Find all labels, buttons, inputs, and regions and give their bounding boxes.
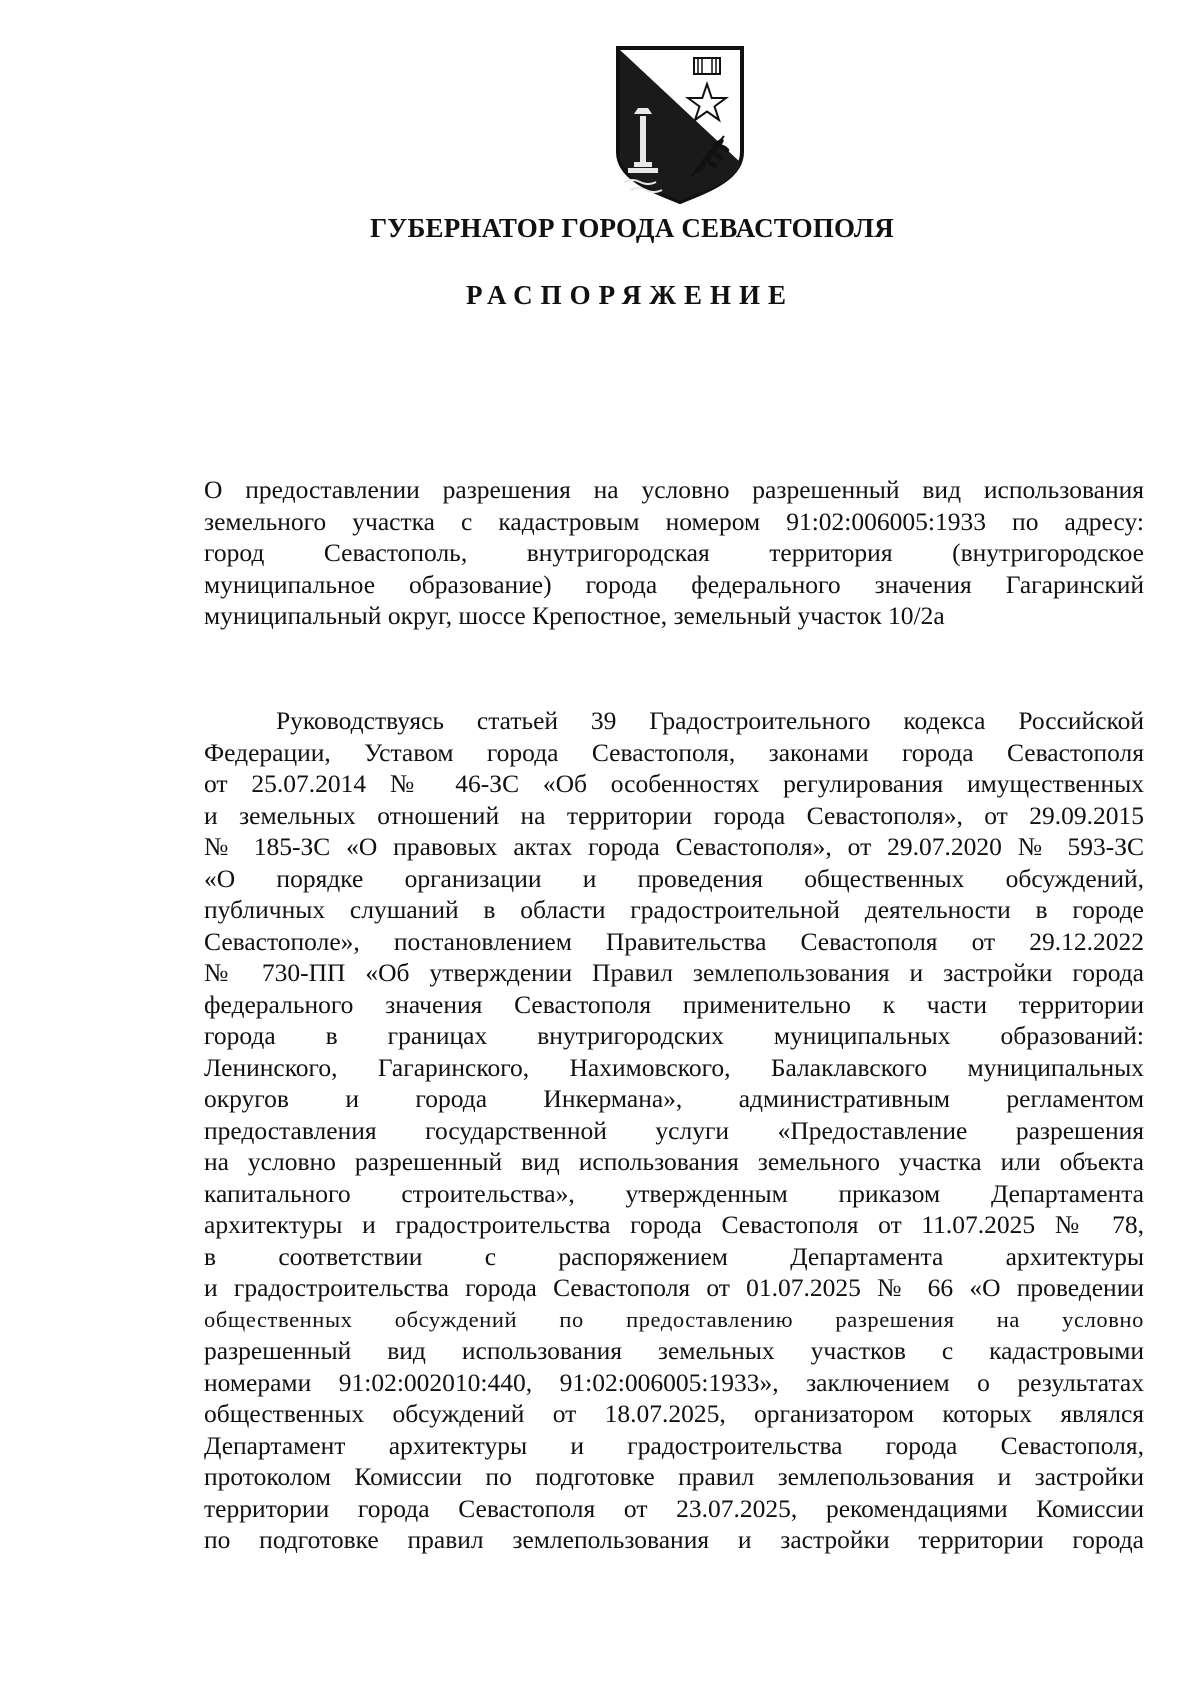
body-line: предоставления государственной услуги «Предоставление разрешения (204, 1115, 1144, 1145)
body-line: номерами 91:02:002010:440, 91:02:006005:1933», заключением о результатах (204, 1367, 1144, 1397)
body-line: общественных обсуждений от 18.07.2025, организатором которых являлся (204, 1399, 1144, 1428)
body-line: федерального значения Севастополя применительно к части территории (204, 989, 1144, 1019)
body-line: разрешенный вид использования земельных участков с кадастровыми (204, 1336, 1144, 1365)
issuer-title: ГУБЕРНАТОР ГОРОДА СЕВАСТОПОЛЯ (370, 213, 894, 243)
body-line: протоколом Комиссии по подготовке правил землепользования и застройки (204, 1462, 1144, 1491)
body-line: Федерации, Уставом города Севастополя, законами города Севастополя (204, 737, 1144, 767)
sevastopol-coat-of-arms-icon (614, 44, 746, 206)
body-line: публичных слушаний в области градостроительной деятельности в городе (204, 895, 1144, 924)
subject-line: город Севастополь, внутригородская территория (внутригородское (204, 538, 1144, 567)
body-line: Руководствуясь статьей 39 Градостроительного кодекса Российской (276, 706, 1144, 735)
body-line: капитального строительства», утвержденным приказом Департамента (204, 1178, 1144, 1208)
body-line: округов и города Инкермана», административным регламентом (204, 1084, 1144, 1113)
body-line: № 185-ЗС «О правовых актах города Севастополя», от 29.07.2020 № 593-ЗС (204, 832, 1144, 861)
body-line: и земельных отношений на территории города Севастополя», от 29.09.2015 (204, 800, 1144, 830)
body-line: общественных обсуждений по предоставлению разрешения на условно (204, 1306, 1144, 1332)
body-paragraph (204, 705, 1144, 1556)
body-line: № 730-ПП «Об утверждении Правил землепользования и застройки города (204, 958, 1144, 987)
subject-paragraph (204, 474, 1144, 632)
subject-line: муниципальный округ, шоссе Крепостное, земельный участок 10/2а (204, 601, 945, 630)
body-line: Ленинского, Гагаринского, Нахимовского, Балаклавского муниципальных (204, 1052, 1144, 1082)
body-line: архитектуры и градостроительства города Севастополя от 11.07.2025 № 78, (204, 1210, 1144, 1239)
body-line: «О порядке организации и проведения общественных обсуждений, (204, 863, 1144, 893)
body-line: территории города Севастополя от 23.07.2025, рекомендациями Комиссии (204, 1493, 1144, 1523)
body-line: Севастополе», постановлением Правительства Севастополя от 29.12.2022 (204, 926, 1144, 956)
body-line: на условно разрешенный вид использования земельного участка или объекта (204, 1147, 1144, 1176)
body-line: от 25.07.2014 № 46-ЗС «Об особенностях регулирования имущественных (204, 769, 1144, 798)
body-line: Департамент архитектуры и градостроительства города Севастополя, (204, 1430, 1144, 1460)
body-line: по подготовке правил землепользования и застройки территории города (204, 1525, 1144, 1554)
body-line: в соответствии с распоряжением Департамента архитектуры (204, 1241, 1144, 1271)
document-type-title: РАСПОРЯЖЕНИЕ (465, 280, 795, 310)
subject-line: земельного участка с кадастровым номером 91:02:006005:1933 по адресу: (204, 506, 1144, 536)
subject-line: О предоставлении разрешения на условно разрешенный вид использования (204, 475, 1144, 504)
body-line: и градостроительства города Севастополя от 01.07.2025 № 66 «О проведении (204, 1273, 1144, 1302)
body-line: города в границах внутригородских муниципальных образований: (204, 1021, 1144, 1050)
subject-line: муниципальное образование) города федерального значения Гагаринский (204, 569, 1144, 599)
